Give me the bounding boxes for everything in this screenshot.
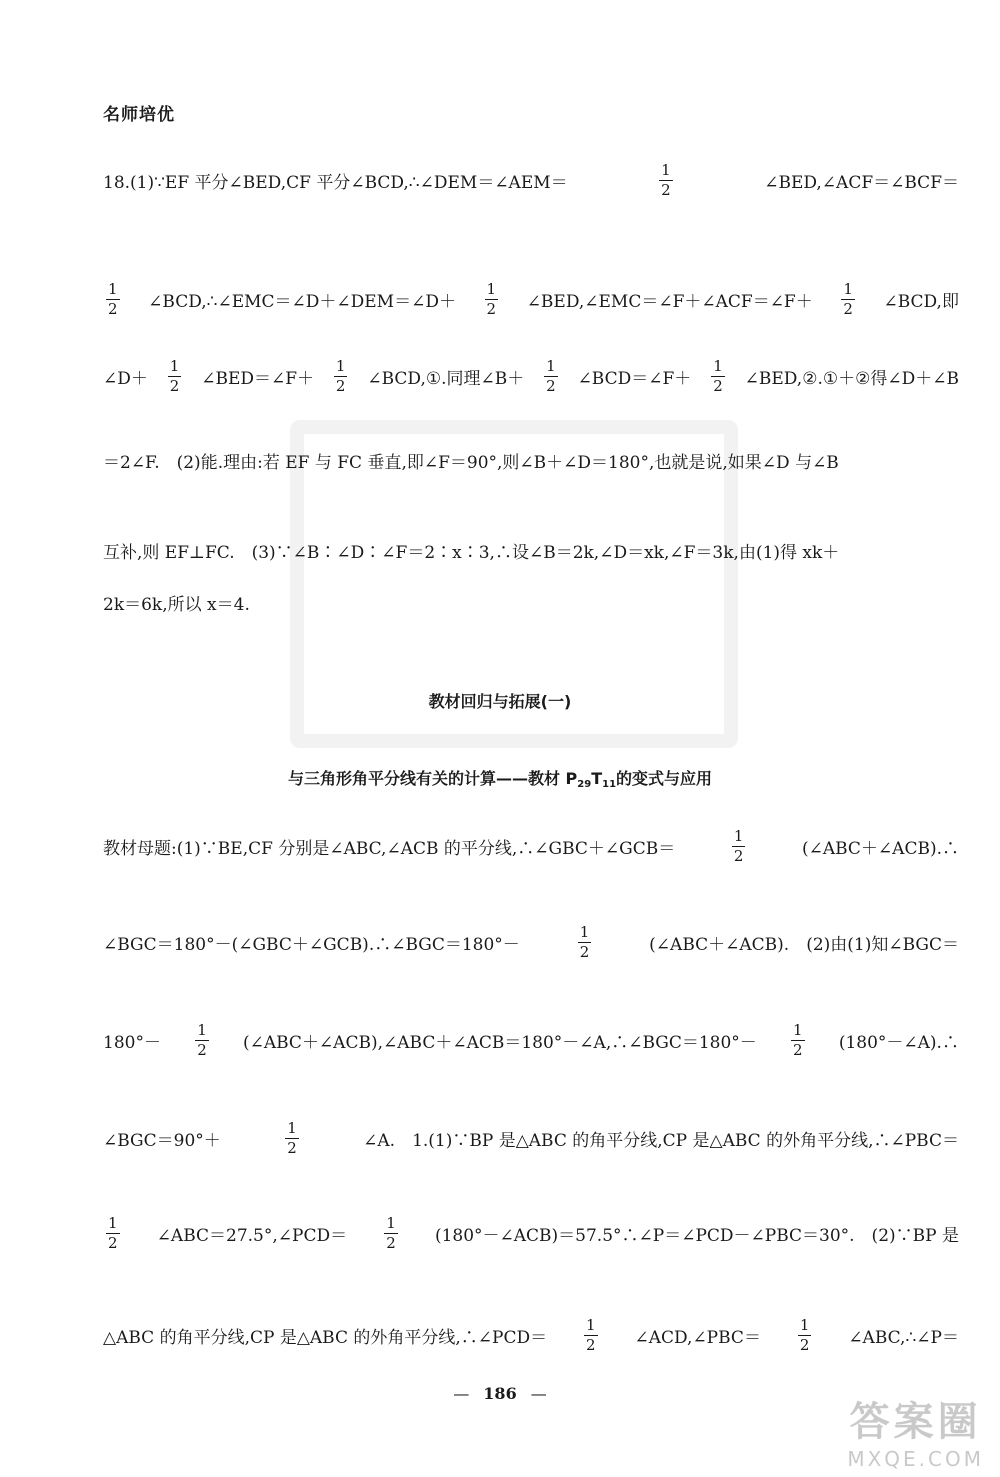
fraction-one-half (384, 1213, 398, 1252)
fraction-denominator: 2 (843, 299, 853, 318)
fraction-denominator: 2 (661, 180, 671, 199)
fraction-denominator: 2 (579, 942, 590, 961)
fraction-numerator: 1 (793, 1020, 803, 1039)
fraction-one-half (711, 356, 725, 395)
fraction-numerator: 1 (108, 1213, 118, 1232)
text-segment: ∠BED,∠ACF＝∠BCF＝ (764, 172, 959, 193)
fraction-numerator: 1 (661, 160, 671, 179)
text-line (103, 1213, 959, 1253)
text-segment: ∠BED＝∠F＋ (201, 368, 315, 389)
fraction-numerator: 1 (546, 356, 556, 375)
fraction-one-half (791, 1020, 805, 1059)
fraction-denominator: 2 (169, 376, 180, 395)
text-line (103, 160, 959, 200)
subtitle-sub1: 29 (577, 779, 592, 790)
fraction-numerator: 1 (287, 1118, 297, 1137)
subtitle-sub2: 11 (602, 779, 617, 790)
watermark-line2: MXQE.COM (847, 1447, 984, 1471)
fraction-one-half (334, 356, 348, 395)
text-line (103, 279, 959, 319)
fraction-denominator: 2 (197, 1040, 207, 1059)
text-segment: ∠BCD,①.同理∠B＋ (367, 368, 525, 389)
fraction-denominator: 2 (386, 1233, 396, 1252)
text-segment: (180°－∠ACB)＝57.5°∴∠P＝∠PCD－∠PBC＝30°. (2)∵BP 是 (434, 1225, 959, 1246)
fraction-denominator: 2 (793, 1040, 803, 1059)
fraction-one-half (659, 160, 673, 199)
fraction-numerator: 1 (197, 1020, 207, 1039)
text-line (103, 1315, 959, 1355)
fraction-denominator: 2 (335, 376, 346, 395)
text-line (103, 1020, 959, 1060)
fraction-one-half (195, 1020, 209, 1059)
fraction-numerator: 1 (486, 279, 497, 298)
fraction-one-half (544, 356, 558, 395)
fraction-one-half (106, 1213, 120, 1252)
text-line (103, 922, 959, 962)
text-segment: (∠ABC＋∠ACB).∴ (801, 838, 959, 859)
section-subtitle (0, 766, 1000, 790)
fraction-one-half (106, 279, 120, 318)
fraction-one-half (584, 1315, 598, 1354)
text-segment: ＝2∠F. (2)能.理由:若 EF 与 FC 垂直,即∠F＝90°,则∠B＋∠D＝180°,也就是说,如果∠D 与∠B (103, 452, 839, 473)
text-segment: ∠ABC,∴∠P＝ (848, 1327, 959, 1348)
subtitle-mid: T (591, 769, 603, 788)
text-segment: 教材母题:(1)∵BE,CF 分别是∠ABC,∠ACB 的平分线,∴∠GBC＋∠GCB＝ (103, 838, 676, 859)
fraction-denominator: 2 (546, 376, 556, 395)
subtitle-pre: 与三角形角平分线有关的计算——教材 P (287, 769, 578, 788)
fraction-one-half (285, 1118, 299, 1157)
watermark-line1: 答案圈 (849, 1399, 982, 1445)
text-line (103, 1118, 959, 1158)
fraction-denominator: 2 (486, 299, 497, 318)
text-segment: ∠BGC＝180°－(∠GBC＋∠GCB).∴∠BGC＝180°－ (103, 934, 520, 955)
text-segment: 2k＝6k,所以 x＝4. (103, 594, 250, 615)
fraction-one-half (732, 826, 746, 865)
text-segment: ∠A. 1.(1)∵BP 是△ABC 的角平分线,CP 是△ABC 的外角平分线,∴∠PBC＝ (363, 1130, 959, 1151)
text-segment: ∠BGC＝90°＋ (103, 1130, 221, 1151)
text-line (103, 356, 959, 396)
text-segment: ∠BCD,∴∠EMC＝∠D＋∠DEM＝∠D＋ (148, 291, 456, 312)
text-segment: ∠BCD＝∠F＋ (577, 368, 692, 389)
text-segment: △ABC 的角平分线,CP 是△ABC 的外角平分线,∴∠PCD＝ (103, 1327, 548, 1348)
fraction-numerator: 1 (169, 356, 180, 375)
fraction-one-half (841, 279, 855, 318)
fraction-denominator: 2 (108, 1233, 118, 1252)
text-segment: 互补,则 EF⊥FC. (3)∵∠B∶∠D∶∠F＝2∶x∶3,∴设∠B＝2k,∠D＝xk,∠F＝3k,由(1)得 xk＋ (103, 542, 840, 563)
section-title: 教材回归与拓展(一) (428, 692, 572, 711)
text-segment: (∠ABC＋∠ACB),∠ABC＋∠ACB＝180°－∠A,∴∠BGC＝180°－ (242, 1032, 757, 1053)
text-segment: ∠ABC＝27.5°,∠PCD＝ (156, 1225, 348, 1246)
fraction-numerator: 1 (843, 279, 853, 298)
fraction-denominator: 2 (713, 376, 723, 395)
text-line (103, 826, 959, 866)
text-segment: 18.(1)∵EF 平分∠BED,CF 平分∠BCD,∴∠DEM＝∠AEM＝ (103, 172, 568, 193)
fraction-numerator: 1 (733, 826, 744, 845)
fraction-denominator: 2 (733, 846, 744, 865)
page-header: 名师培优 (103, 105, 175, 125)
text-segment: ∠BED,②.①＋②得∠D＋∠B (744, 368, 959, 389)
fraction-one-half (578, 922, 592, 961)
fraction-numerator: 1 (799, 1315, 810, 1334)
fraction-numerator: 1 (108, 279, 118, 298)
page-dash-left: — (453, 1384, 470, 1403)
fraction-numerator: 1 (386, 1213, 396, 1232)
watermark-logo (847, 1390, 984, 1471)
fraction-numerator: 1 (586, 1315, 596, 1334)
text-segment: ∠D＋ (103, 368, 148, 389)
text-segment: ∠BED,∠EMC＝∠F＋∠ACF＝∠F＋ (526, 291, 813, 312)
text-segment: (180°－∠A).∴ (838, 1032, 959, 1053)
text-line (103, 530, 959, 570)
page-number-value: 186 (483, 1384, 517, 1403)
fraction-denominator: 2 (586, 1335, 596, 1354)
page-dash-right: — (530, 1384, 547, 1403)
fraction-numerator: 1 (713, 356, 723, 375)
fraction-denominator: 2 (108, 299, 118, 318)
fraction-numerator: 1 (335, 356, 346, 375)
text-line (103, 440, 959, 480)
fraction-one-half (168, 356, 182, 395)
fraction-numerator: 1 (579, 922, 590, 941)
text-segment: 180°－ (103, 1032, 161, 1053)
text-segment: ∠BCD,即 (883, 291, 959, 312)
fraction-denominator: 2 (799, 1335, 810, 1354)
text-segment: ∠ACD,∠PBC＝ (634, 1327, 761, 1348)
fraction-one-half (485, 279, 499, 318)
fraction-denominator: 2 (287, 1138, 297, 1157)
fraction-one-half (798, 1315, 812, 1354)
text-segment: (∠ABC＋∠ACB). (2)由(1)知∠BGC＝ (649, 934, 959, 955)
subtitle-post: 的变式与应用 (616, 769, 713, 788)
text-line (103, 582, 959, 622)
